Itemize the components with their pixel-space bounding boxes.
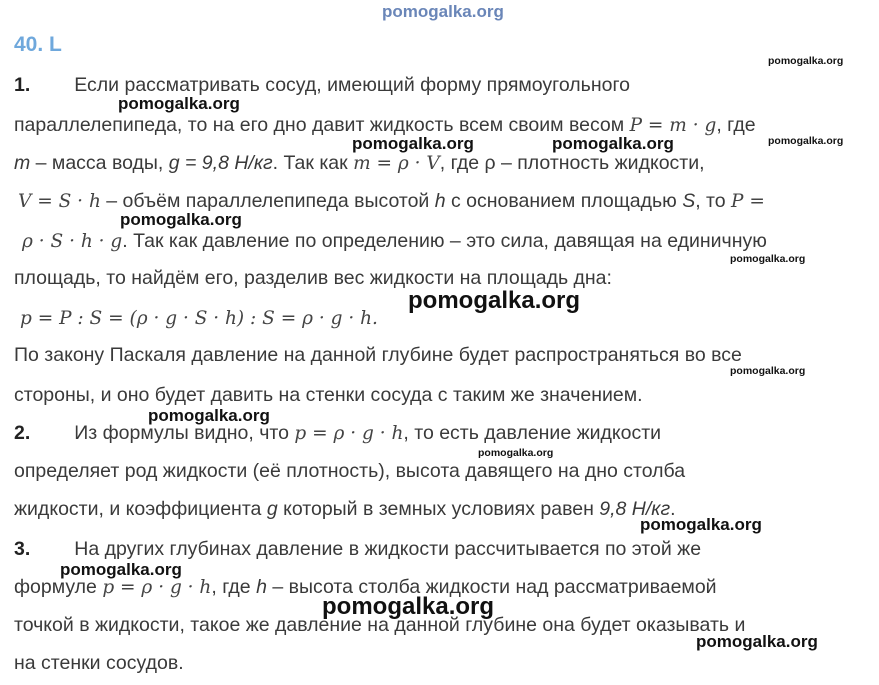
formula: p = ρ · g · h [294, 423, 404, 444]
item-3-line-2: формуле p = ρ · g · h, где h – высота столба жидкости над рассматриваемой [14, 576, 717, 598]
watermark: pomogalka.org [696, 632, 818, 651]
watermark: pomogalka.org [408, 287, 581, 314]
item-2-line-3: жидкости, и коэффициента g который в земных условиях равен 9,8 Н/кг. [14, 498, 676, 520]
formula: m = ρ · V [353, 153, 440, 174]
item-1-line-4: V = S · h – объём параллелепипеда высотой h с основанием площадью S, то P = [18, 190, 765, 212]
formula: p = P : S = (ρ · g · S · h) : S = ρ · g · h. [20, 308, 378, 329]
item-number: 2. [14, 422, 31, 444]
item-1-line-6: площадь, то найдём его, разделив вес жидкости на площадь дна: [14, 267, 612, 289]
watermark: pomogalka.org [478, 447, 554, 459]
watermark: pomogalka.org [730, 365, 806, 377]
item-1-line-2: параллелепипеда, то на его дно давит жидкость всем своим весом P = m · g, где [14, 114, 756, 136]
item-3-line-4: на стенки сосудов. [14, 652, 184, 674]
item-3-line-3: точкой в жидкости, такое же давление на данной глубине она будет оказывать и [14, 614, 746, 636]
watermark: pomogalka.org [768, 135, 844, 147]
item-1-line-1: 1. Если рассматривать сосуд, имеющий форму прямоугольного [14, 74, 630, 96]
item-1-line-9: стороны, и оно будет давить на стенки сосуда с таким же значением. [14, 384, 643, 406]
item-2-line-2: определяет род жидкости (её плотность), высота давящего на дно столба [14, 460, 686, 482]
item-number: 1. [14, 74, 31, 96]
watermark: pomogalka.org [118, 94, 240, 113]
item-number: 3. [14, 538, 31, 560]
watermark: pomogalka.org [148, 406, 270, 425]
formula: V = S · h [18, 191, 101, 212]
item-2-line-1: 2. Из формулы видно, что p = ρ · g · h, то есть давление жидкости [14, 422, 662, 444]
watermark: pomogalka.org [768, 55, 844, 67]
watermark: pomogalka.org [552, 134, 674, 153]
formula: p = ρ · g · h [102, 577, 212, 598]
task-number: 40. L [14, 33, 62, 56]
watermark: pomogalka.org [120, 210, 242, 229]
formula: P = m · g [629, 115, 717, 136]
watermark: pomogalka.org [60, 560, 182, 579]
item-1-line-5: ρ · S · h · g. Так как давление по определению – это сила, давящая на единичную [22, 230, 767, 252]
watermark: pomogalka.org [640, 515, 762, 534]
formula: P = [731, 191, 765, 212]
item-3-line-1: 3. На других глубинах давление в жидкости рассчитывается по этой же [14, 538, 702, 560]
item-1-line-3: m – масса воды, g = 9,8 Н/кг. Так как m = ρ · V, где ρ – плотность жидкости, [14, 152, 705, 174]
watermark: pomogalka.org [352, 134, 474, 153]
watermark-top: pomogalka.org [382, 2, 504, 21]
watermark: pomogalka.org [322, 593, 495, 620]
formula: ρ · S · h · g [22, 231, 123, 252]
item-1-line-8: По закону Паскаля давление на данной глубине будет распространяться во все [14, 344, 742, 366]
watermark: pomogalka.org [730, 253, 806, 265]
